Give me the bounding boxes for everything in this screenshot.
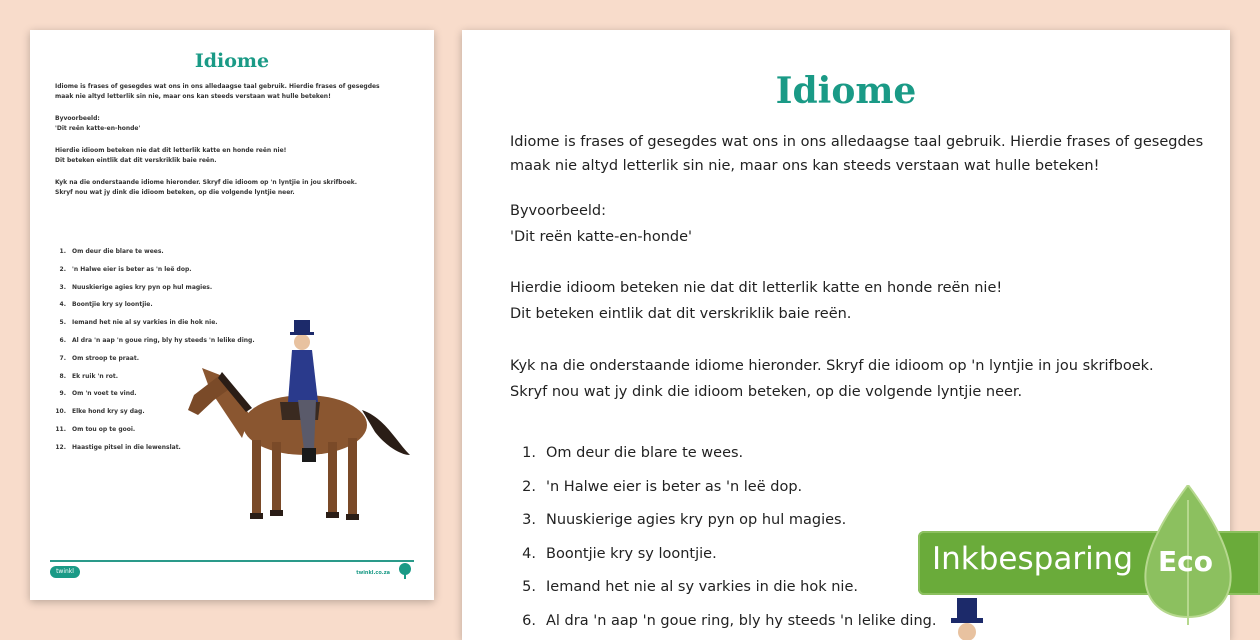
list-item-number: 4. (52, 301, 66, 308)
instruction-line-1: Kyk na die onderstaande idiome hieronder. Skryf die idioom op 'n lyntjie in jou skrifboek. (510, 354, 1200, 378)
list-item (512, 546, 936, 580)
intro-line-1: Idiome is frases of gesegdes wat ons in ons alledaagse taal gebruik. Hierdie frases of gesegdes (55, 82, 410, 92)
intro-line-2: maak nie altyd letterlik sin nie, maar ons kan steeds verstaan wat hulle beteken! (55, 92, 410, 102)
example-text: 'Dit reën katte-en-honde' (510, 225, 1200, 249)
instruction-line-2: Skryf nou wat jy dink die idioom beteken, op die volgende lyntjie neer. (510, 380, 1200, 404)
list-item-number: 2. (512, 479, 536, 495)
list-item-text: Om deur die blare te wees. (72, 248, 164, 255)
tree-icon (396, 563, 414, 579)
list-item-text: 'n Halwe eier is beter as 'n leë dop. (546, 479, 802, 495)
list-item (512, 512, 936, 546)
worksheet-preview-small (30, 30, 434, 600)
list-item (512, 479, 936, 513)
list-item-text: Iemand het nie al sy varkies in die hok nie. (546, 579, 858, 595)
list-item-text: Ek ruik 'n rot. (72, 373, 118, 380)
list-item-text: Om deur die blare te wees. (546, 445, 743, 461)
list-item (512, 445, 936, 479)
list-item (52, 266, 255, 284)
list-item-text: Om 'n voet te vind. (72, 390, 137, 397)
page-title: Idiome (30, 50, 434, 72)
page-title: Idiome (462, 70, 1230, 112)
list-item (512, 613, 936, 640)
list-item-number: 3. (52, 284, 66, 291)
example-label: Byvoorbeeld: (510, 199, 1200, 223)
list-item-text: Al dra 'n aap 'n goue ring, bly hy steeds 'n lelike ding. (72, 337, 255, 344)
list-item-number: 8. (52, 373, 66, 380)
list-item (52, 284, 255, 302)
list-item-number: 5. (512, 579, 536, 595)
list-item-text: Nuuskierige agies kry pyn op hul magies. (546, 512, 846, 528)
list-item-number: 12. (52, 444, 66, 451)
horse-rider-illustration (180, 320, 425, 540)
idiom-list-large (512, 445, 936, 640)
list-item-number: 9. (52, 390, 66, 397)
list-item-number: 7. (52, 355, 66, 362)
instruction-line-2: Skryf nou wat jy dink die idioom beteken, op die volgende lyntjie neer. (55, 188, 410, 198)
list-item-number: 11. (52, 426, 66, 433)
meaning-line-1: Hierdie idioom beteken nie dat dit letterlik katte en honde reën nie! (55, 146, 410, 156)
list-item (52, 301, 255, 319)
list-item-text: Boontjie kry sy loontjie. (546, 546, 717, 562)
twinkl-logo: twinkl (50, 566, 80, 578)
rider-hat-illustration (947, 598, 987, 640)
meaning-line-2: Dit beteken eintlik dat dit verskriklik baie reën. (55, 156, 410, 166)
meaning-line-1: Hierdie idioom beteken nie dat dit letterlik katte en honde reën nie! (510, 276, 1200, 300)
list-item-text: Iemand het nie al sy varkies in die hok nie. (72, 319, 218, 326)
example-label: Byvoorbeeld: (55, 114, 410, 124)
intro-line-2: maak nie altyd letterlik sin nie, maar ons kan steeds verstaan wat hulle beteken! (510, 154, 1200, 178)
list-item-number: 5. (52, 319, 66, 326)
list-item-text: Boontjie kry sy loontjie. (72, 301, 153, 308)
list-item-text: Om stroop te praat. (72, 355, 139, 362)
list-item-text: Om tou op te gooi. (72, 426, 135, 433)
meaning-line-2: Dit beteken eintlik dat dit verskriklik baie reën. (510, 302, 1200, 326)
list-item (52, 248, 255, 266)
list-item-number: 2. (52, 266, 66, 273)
instruction-line-1: Kyk na die onderstaande idiome hieronder. Skryf die idioom op 'n lyntjie in jou skrifboek. (55, 178, 410, 188)
list-item-number: 3. (512, 512, 536, 528)
list-item-text: Elke hond kry sy dag. (72, 408, 145, 415)
footer-link: twinkl.co.za (356, 570, 390, 576)
list-item-number: 4. (512, 546, 536, 562)
list-item-number: 10. (52, 408, 66, 415)
list-item (512, 579, 936, 613)
list-item-text: Nuuskierige agies kry pyn op hul magies. (72, 284, 212, 291)
ink-saving-label: Inkbesparing (932, 541, 1133, 577)
footer-divider (50, 560, 414, 562)
list-item-text: 'n Halwe eier is beter as 'n leë dop. (72, 266, 192, 273)
eco-label: Eco (1158, 545, 1213, 578)
list-item-number: 1. (52, 248, 66, 255)
list-item-text: Al dra 'n aap 'n goue ring, bly hy steeds 'n lelike ding. (546, 613, 936, 629)
example-text: 'Dit reën katte-en-honde' (55, 124, 410, 134)
list-item-number: 6. (512, 613, 536, 629)
list-item-number: 1. (512, 445, 536, 461)
list-item-number: 6. (52, 337, 66, 344)
list-item-text: Haastige pitsel in die lewenslat. (72, 444, 181, 451)
intro-line-1: Idiome is frases of gesegdes wat ons in ons alledaagse taal gebruik. Hierdie frases of gesegdes (510, 130, 1200, 154)
